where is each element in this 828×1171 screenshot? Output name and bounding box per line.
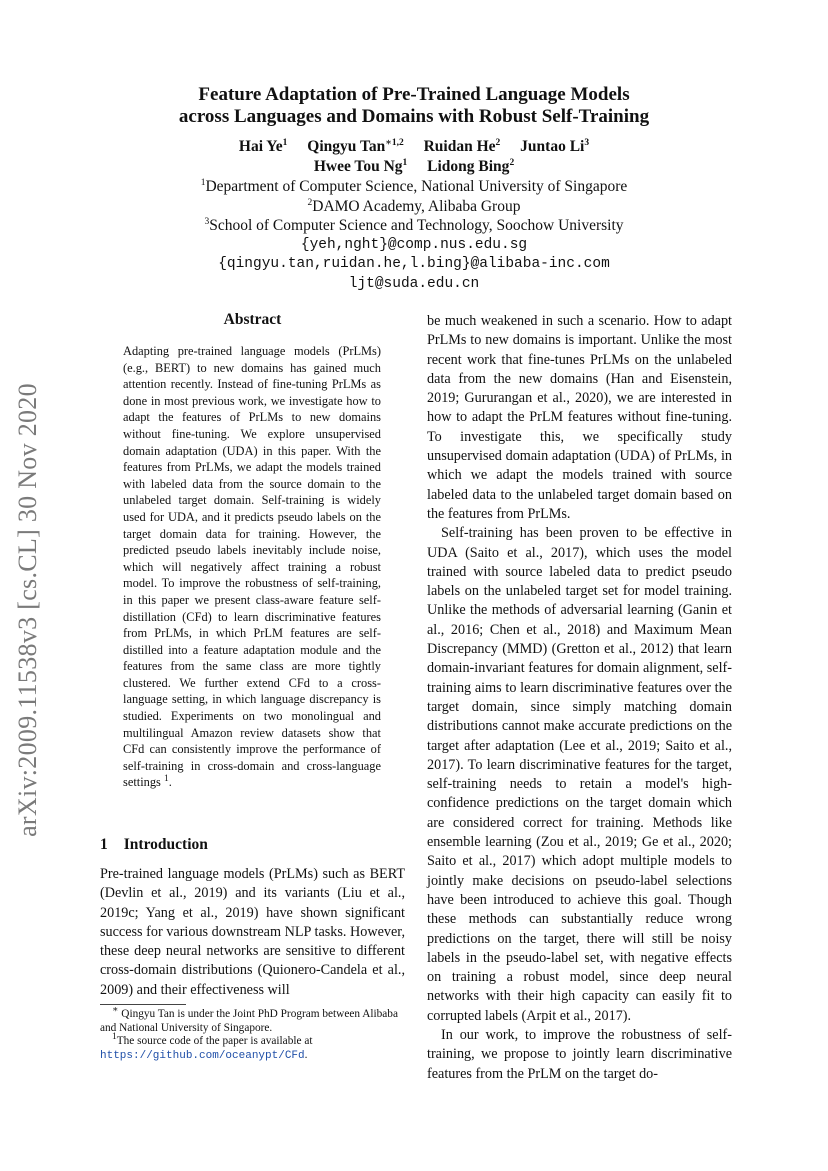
affiliation-text: DAMO Academy, Alibaba Group	[312, 197, 521, 215]
affiliations	[0, 177, 828, 294]
footnotes	[100, 1005, 405, 1063]
email-address: {qingyu.tan,ruidan.he,l.bing}@alibaba-inc.com	[218, 256, 610, 272]
title-line-1: Feature Adaptation of Pre-Trained Language Models	[198, 84, 630, 105]
author-mark: ∗1,2	[385, 137, 404, 148]
footnote-ref[interactable]: 1	[163, 774, 169, 785]
affiliation-mark: 3	[204, 216, 210, 227]
affiliation	[0, 177, 828, 197]
paper-title	[0, 84, 828, 128]
affiliation-mark: 1	[200, 177, 206, 188]
section-title: Introduction	[123, 836, 208, 853]
source-code-link[interactable]: https://github.com/oceanypt/CFd	[100, 1049, 305, 1062]
author-mark: 2	[509, 157, 515, 168]
paragraph: Self-training has been proven to be effective in UDA (Saito et al., 2017), which uses the model trained with source labeled data to predict pseudo labels on the unlabeled target set for model training. Unlike the methods of adversarial learning (Ganin et al., 2016; Chen et al., 2018) and Maximum Mean Discrepancy (MMD) (Gretton et al., 2012) that learn domain-invariant features for domain alignment, self-training aims to learn discriminative features over the target domain, since simply matching domain distributions cannot make accurate predictions on the target after adaptation (Lee et al., 2019; Saito et al., 2017). To learn discriminative features for the target, self-training needs to retain a model's high-confidence predictions on the target domain which are considered correct for training. Methods like ensemble learning (Zou et al., 2019; Ge et al., 2020; Saito et al., 2017) which adopt multiple models to jointly make decisions on pseudo-label selections have been introduced to achieve this goal. Though these methods can substantially reduce wrong predictions on the target, there will still be noisy labels in the pseudo-label set, with negative effects on training a robust model, since deep neural networks with their high capacity can easily fit to corrupted labels (Arpit et al., 2017).	[427, 525, 732, 1024]
footnote	[100, 1005, 405, 1035]
email-address: {yeh,nght}@comp.nus.edu.sg	[300, 236, 528, 253]
affiliation-text: School of Computer Science and Technology, Soochow University	[209, 217, 624, 234]
author-mark: 1	[402, 157, 408, 168]
paragraph: be much weakened in such a scenario. How to adapt PrLMs to new domains is important. Unlike the most recent work that fine-tunes PrLMs on the unlabeled data from the new domains (Han and Eisenstein, 2019; Gururangan et al., 2020), we are interested in how to adapt the PrLM features without fine-tuning. To investigate this, we specifically study unsupervised domain adaptation (UDA) of PrLMs, in which we adapt the models trained with source labeled data to the unlabeled target domain based on the features from PrLMs.	[427, 313, 732, 522]
section-heading	[100, 836, 208, 854]
author-name: Lidong Bing	[427, 158, 510, 175]
author-mark: 1	[282, 137, 288, 148]
email-address: ljt@suda.edu.cn	[348, 275, 480, 292]
footnote-text: Qingyu Tan is under the Joint PhD Program between Alibaba and National University of Singapore.	[100, 1008, 398, 1034]
paragraph: In our work, to improve the robustness of self-training, we propose to jointly learn discriminative features from the PrLM on the target do-	[427, 1026, 732, 1082]
abstract-heading: Abstract	[223, 311, 282, 328]
author-list	[0, 137, 828, 177]
author-name: Ruidan He	[423, 138, 496, 155]
abstract-text: Adapting pre-trained language models (PrLMs) (e.g., BERT) to new domains has gained much attention recently. Instead of fine-tuning PrLMs as done in most previous work, we investigate how to adapt the features of PrLMs to new domains without fine-tuning. We explore unsupervised domain adaptation (UDA) in this paper. With the features from PrLMs, we adapt the models trained with labeled data from the source domain to the unlabeled target domain. Self-training is widely used for UDA, and it predicts pseudo labels on the target domain data for training. However, the predicted pseudo labels inevitably include noise, which will negatively affect training a robust model. To improve the robustness of self-training, in this paper we present class-aware feature self-distillation (CFd) to learn discriminative features from PrLMs, in which PrLM features are self-distilled into a feature adaptation module and the features from the same class are more tightly clustered. We further extend CFd to a cross-language setting, in which language discrepancy is studied. Experiments on two monolingual and multilingual Amazon review datasets show that CFd can consistently improve the performance of self-training in cross-domain and cross-language settings	[123, 344, 381, 790]
footnote-mark: 1	[112, 1032, 117, 1043]
intro-right-column	[427, 312, 732, 1084]
footnote-text: The source code of the paper is available at	[116, 1035, 313, 1048]
arxiv-stamp	[0, 360, 56, 860]
affiliation	[0, 216, 828, 236]
affiliation-mark: 2	[307, 197, 313, 208]
affiliation	[0, 197, 828, 217]
author-mark: 3	[584, 137, 590, 148]
title-line-2: across Languages and Domains with Robust Self-Training	[178, 106, 650, 127]
author-mark: 2	[495, 137, 501, 148]
intro-left-column: Pre-trained language models (PrLMs) such as BERT (Devlin et al., 2019) and its variants (Liu et al., 2019c; Yang et al., 2019) have shown significant success for various downstream NLP tasks. However, these deep neural networks are sensitive to different cross-domain distributions (Quionero-Candela et al., 2009) and their effectiveness will	[100, 866, 405, 998]
affiliation-text: Department of Computer Science, National University of Singapore	[205, 178, 628, 195]
arxiv-stamp-text: arXiv:2009.11538v3 [cs.CL] 30 Nov 2020	[13, 383, 42, 837]
author-name: Juntao Li	[520, 138, 585, 155]
author-name: Hwee Tou Ng	[313, 158, 403, 175]
footnote-mark: ∗	[112, 1005, 119, 1016]
author-name: Hai Ye	[238, 138, 283, 155]
author-name: Qingyu Tan	[307, 138, 386, 155]
section-number: 1	[100, 836, 108, 853]
abstract-body: Adapting pre-trained language models (PrLMs) (e.g., BERT) to new domains has gained much attention recently. Instead of fine-tuning PrLMs as done in most previous work, we investigate how to adapt the features of PrLMs to new domains without fine-tuning. We explore unsupervised domain adaptation (UDA) in this paper. With the features from PrLMs, we adapt the models trained with labeled data from the source domain to the unlabeled target domain. Self-training is widely used for UDA, and it predicts pseudo labels on the target domain data for training. However, the predicted pseudo labels inevitably include noise, which will negatively affect training a robust model. To improve the robustness of self-training, in this paper we present class-aware feature self-distillation (CFd) to learn discriminative features from PrLMs, in which PrLM features are self-distilled into a feature adaptation module and the features from the same class are more tightly clustered. We further extend CFd to a cross-language setting, in which language discrepancy is studied. Experiments on two monolingual and multilingual Amazon review datasets show that CFd can consistently improve the performance of self-training in cross-domain and cross-language settings $^1$.	[123, 344, 381, 790]
footnote: $^1$The source code of the paper is available at https://github.com/oceanypt/CFd.	[100, 1032, 313, 1062]
